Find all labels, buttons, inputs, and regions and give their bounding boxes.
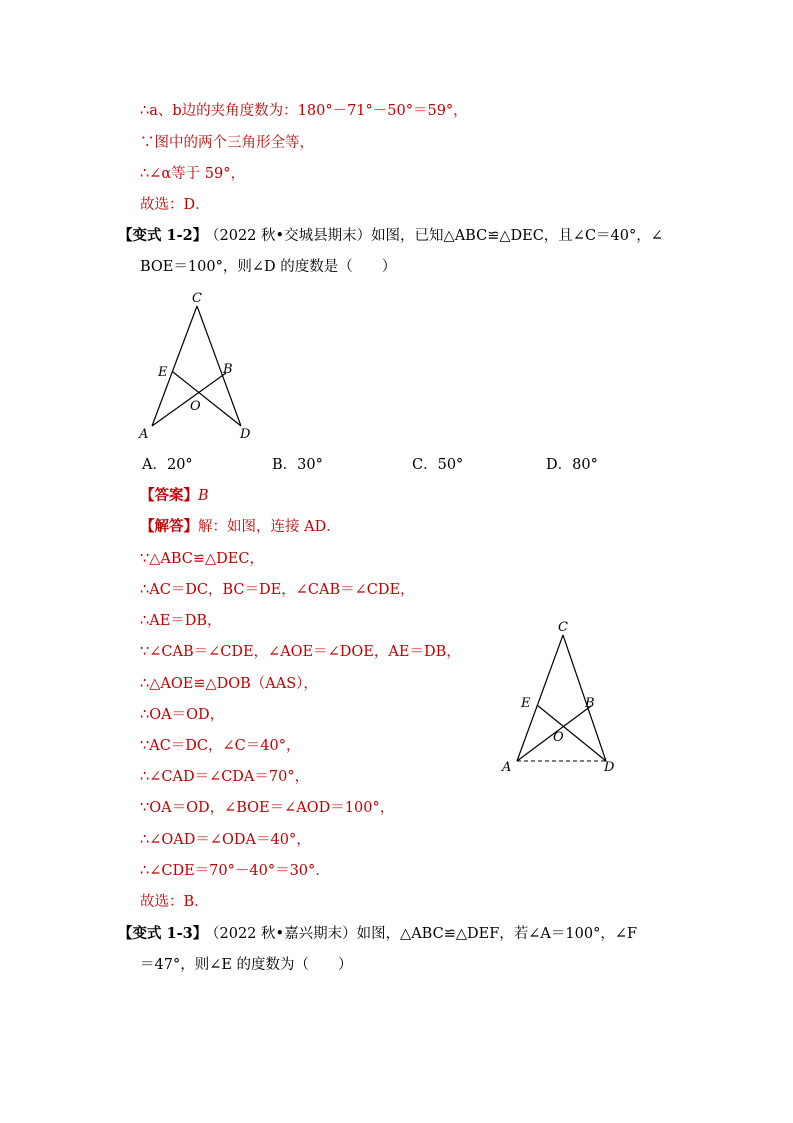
option-d: D．80°: [546, 457, 598, 473]
solution-head: 解：如图，连接 AD．: [198, 519, 341, 535]
label-b: B: [585, 696, 595, 711]
solution-step: ∴∠OAD＝∠ODA＝40°，: [140, 832, 311, 848]
solution-step: ∴AC＝DC，BC＝DE，∠CAB＝∠CDE，: [140, 582, 415, 598]
answer-value: B: [198, 488, 209, 504]
triangle-figure: [130, 288, 260, 443]
label-e: E: [521, 696, 531, 711]
solution-step: ∵AC＝DC，∠C＝40°，: [140, 738, 301, 754]
solution-step: ∴OA＝OD，: [140, 707, 225, 723]
solution-step: 故选：B．: [140, 894, 209, 910]
solution-step: ∴∠CAD＝∠CDA＝70°，: [140, 769, 310, 785]
solution-line: ∴a、b边的夹角度数为：180°－71°－50°＝59°，: [140, 103, 468, 119]
label-o: O: [190, 399, 201, 414]
question-stem-cont: BOE＝100°，则∠D 的度数是（ ）: [140, 259, 397, 275]
solution-tag: 【解答】: [140, 518, 198, 535]
solution-line: 故选：D．: [140, 197, 210, 213]
option-a: A．20°: [142, 457, 193, 473]
solution-step: ∵∠CAB＝∠CDE，∠AOE＝∠DOE，AE＝DB，: [140, 644, 461, 660]
label-c: C: [558, 620, 568, 635]
triangle-figure-with-ad: [495, 615, 625, 780]
answer-tag: 【答案】: [140, 487, 198, 504]
label-e: E: [158, 365, 168, 380]
answer-row: [140, 486, 209, 506]
question-stem: （2022 秋•交城县期末）如图，已知△ABC≌△DEC，且∠C＝40°，∠: [205, 228, 663, 244]
label-d: D: [240, 427, 251, 442]
label-d: D: [604, 760, 615, 775]
solution-head-row: [140, 517, 341, 537]
question-tag: 【变式 1-3】: [118, 925, 208, 942]
question-tag: 【变式 1-2】: [118, 227, 208, 244]
solution-step: ∵OA＝OD，∠BOE＝∠AOD＝100°，: [140, 800, 395, 816]
solution-line: ∴∠α等于 59°，: [140, 166, 245, 182]
solution-step: ∴△AOE≌△DOB（AAS），: [140, 676, 318, 692]
question-stem-cont: ＝47°，则∠E 的度数为（ ）: [140, 957, 353, 973]
label-b: B: [223, 362, 233, 377]
solution-step: ∵△ABC≌△DEC，: [140, 551, 264, 567]
option-b: B．30°: [272, 457, 323, 473]
label-a: A: [502, 760, 512, 775]
label-a: A: [139, 427, 149, 442]
solution-step: ∴AE＝DB，: [140, 613, 222, 629]
label-o: O: [553, 730, 564, 745]
label-c: C: [192, 291, 202, 306]
solution-step: ∴∠CDE＝70°－40°＝30°．: [140, 863, 330, 879]
question-stem: （2022 秋•嘉兴期末）如图，△ABC≌△DEF，若∠A＝100°，∠F: [205, 926, 638, 942]
option-c: C．50°: [412, 457, 464, 473]
solution-line: ∵图中的两个三角形全等，: [140, 135, 314, 151]
